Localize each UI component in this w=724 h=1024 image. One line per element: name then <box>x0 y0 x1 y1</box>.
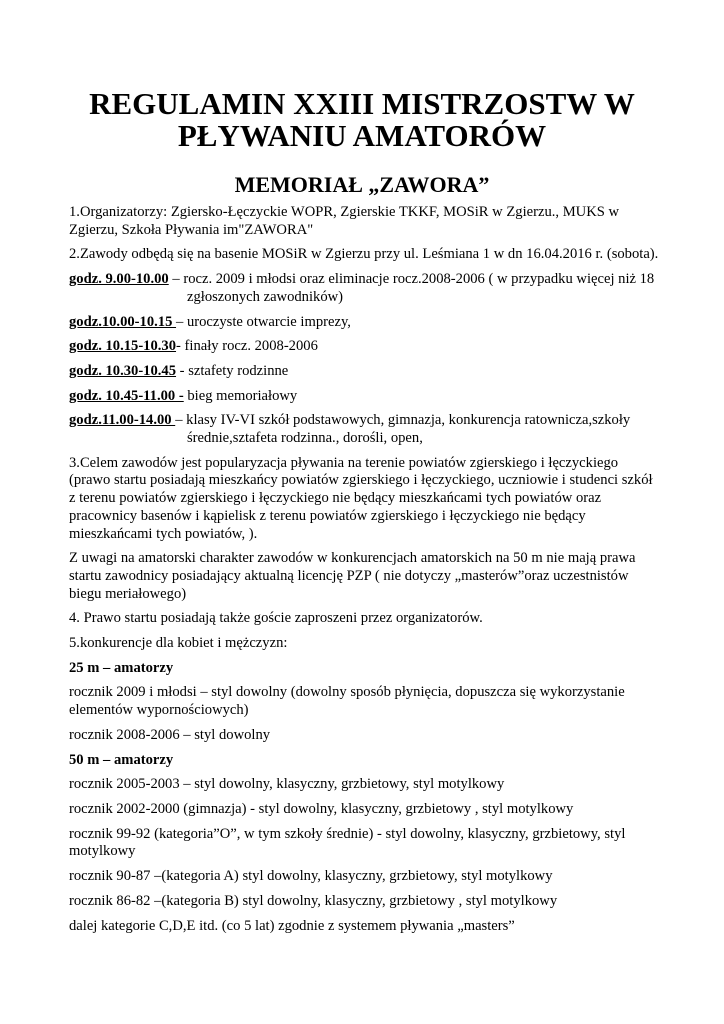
organizers-paragraph: 1.Organizatorzy: Zgiersko-Łęczyckie WOPR, Zgierskie TKKF, MOSiR w Zgierzu., MUKS w Zgierzu, Szkoła Pływania im"ZAWORA" <box>69 204 620 238</box>
schedule-time: godz. 10.45-11.00 - <box>69 387 184 404</box>
schedule-time: godz. 10.15-10.30 <box>69 338 177 355</box>
schedule-desc: – klasy IV-VI szkół podstawowych, gimnazja, konkurencja ratownicza,szkoły średnie,sztafeta rodzinna., dorośli, open, <box>175 412 631 447</box>
title-line-2: PŁYWANIU AMATORÓW <box>177 118 547 153</box>
schedule-item <box>69 388 661 406</box>
schedule-desc: – uroczyste otwarcie imprezy, <box>176 313 351 330</box>
list-item: rocznik 2005-2003 – styl dowolny, klasyczny, grzbietowy, styl motylkowy <box>69 776 505 793</box>
list-item: rocznik 2009 i młodsi – styl dowolny (dowolny sposób płynięcia, dopuszcza się wykorzystanie elementów wypornościowych) <box>69 684 625 719</box>
schedule-time: godz.10.00-10.15 <box>69 313 177 330</box>
schedule-desc: - finały rocz. 2008-2006 <box>176 338 318 355</box>
competitions-intro: 5.konkurencje dla kobiet i mężczyzn: <box>69 635 288 652</box>
guests-paragraph: 4. Prawo startu posiadają także goście zaproszeni przez organizatorów. <box>69 610 483 627</box>
schedule-time: godz.11.00-14.00 <box>69 412 176 429</box>
list-item: rocznik 99-92 (kategoria”O”, w tym szkoły średnie) - styl dowolny, klasyczny, grzbietowy, styl motylkowy <box>69 825 626 860</box>
list-item: rocznik 2002-2000 (gimnazja) - styl dowolny, klasyczny, grzbietowy , styl motylkowy <box>69 800 574 817</box>
schedule-item <box>69 271 661 306</box>
list-item: dalej kategorie C,D,E itd. (co 5 lat) zgodnie z systemem pływania „masters” <box>69 917 515 934</box>
schedule-item <box>69 314 661 332</box>
section-50m-heading: 50 m – amatorzy <box>69 751 174 768</box>
schedule-item <box>69 412 661 447</box>
schedule-desc: – rocz. 2009 i młodsi oraz eliminacje rocz.2008-2006 ( w przypadku więcej niż 18 zgłoszonych zawodników) <box>168 271 655 305</box>
schedule-desc: - sztafety rodzinne <box>176 362 289 379</box>
section-25m-heading: 25 m – amatorzy <box>69 659 174 676</box>
schedule-item <box>69 363 661 381</box>
schedule-time: godz. 10.30-10.45 <box>69 362 177 379</box>
purpose-paragraph: 3.Celem zawodów jest popularyzacja pływania na terenie powiatów zgierskiego i łęczyckiego (prawo startu posiadają mieszkańcy powiatów zgierskiego i łęczyckiego, uczniowie i studenci szkół z terenu powiatów zgierskiego i łęczyckiego nie będący mieszkańcami tych powiatów oraz pracownicy basenów i kąpielisk z terenu powiatów zgierskiego i łęczyckiego nie będący mieszkańcami tych powiatów, ). <box>69 454 653 542</box>
subtitle: MEMORIAŁ „ZAWORA” <box>234 172 490 197</box>
license-note-paragraph: Z uwagi na amatorski charakter zawodów w konkurencjach amatorskich na 50 m nie mają prawa startu zawodnicy posiadający aktualną licencję PZP ( nie dotyczy „masterów”oraz uczestnistów biegu meriałowego) <box>69 550 636 602</box>
list-item: rocznik 90-87 –(kategoria A) styl dowolny, klasyczny, grzbietowy, styl motylkowy <box>69 868 553 885</box>
list-item: rocznik 2008-2006 – styl dowolny <box>69 726 271 743</box>
title-line-1: REGULAMIN XXIII MISTRZOSTW W <box>89 86 635 121</box>
schedule-desc: bieg memoriałowy <box>183 387 298 404</box>
venue-paragraph: 2.Zawody odbędą się na basenie MOSiR w Zgierzu przy ul. Leśmiana 1 w dn 16.04.2016 r. (sobota). <box>69 246 659 263</box>
list-item: rocznik 86-82 –(kategoria B) styl dowolny, klasyczny, grzbietowy , styl motylkowy <box>69 892 558 909</box>
schedule-time: godz. 9.00-10.00 <box>69 271 169 288</box>
schedule-item <box>69 338 661 356</box>
document-body <box>69 204 661 942</box>
